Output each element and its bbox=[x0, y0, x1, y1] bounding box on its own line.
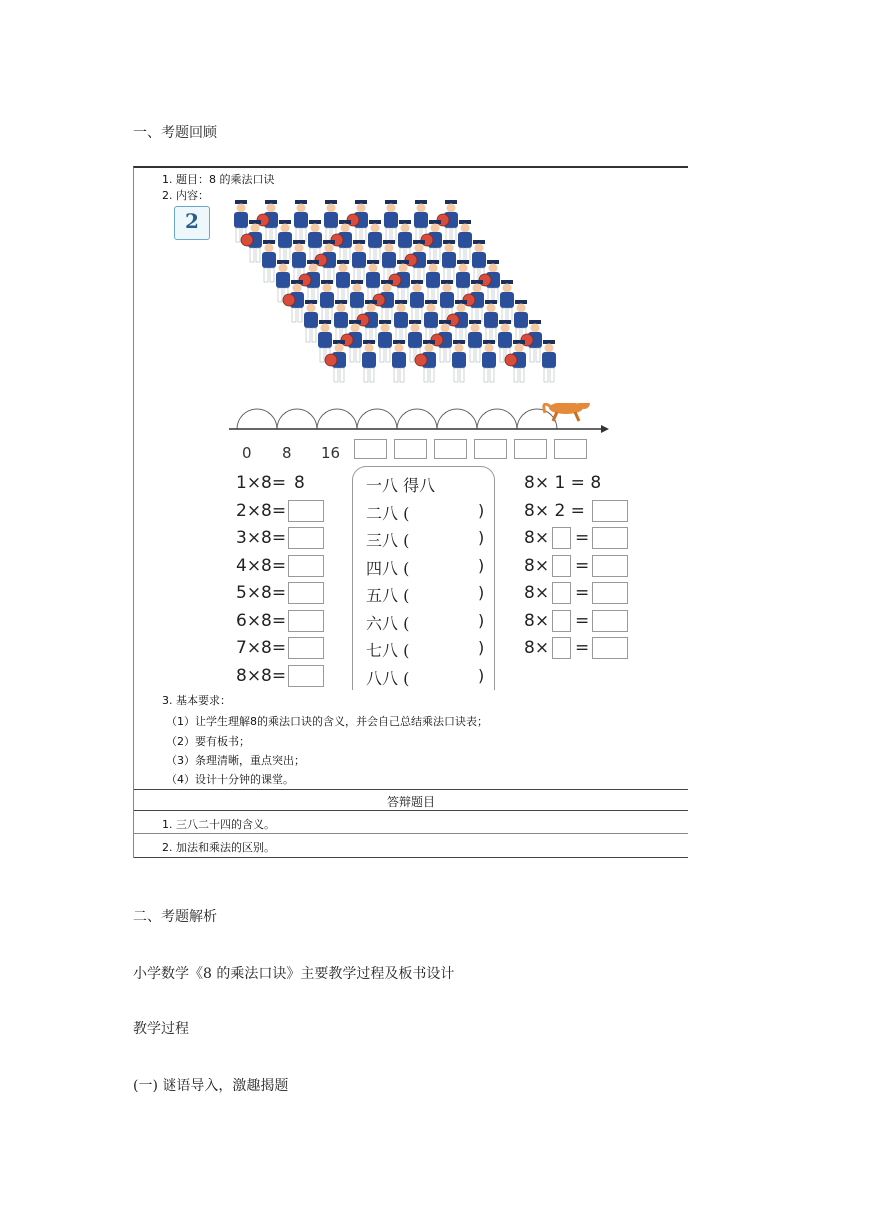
numberline-label-16: 16 bbox=[321, 444, 341, 462]
requirement-item: （4）设计十分钟的课堂。 bbox=[166, 773, 294, 786]
numberline-jump-arc bbox=[277, 409, 317, 429]
numberline-answer-box[interactable] bbox=[394, 439, 427, 459]
equals-sign: = bbox=[575, 556, 590, 576]
numberline-answer-box[interactable] bbox=[474, 439, 507, 459]
section-heading-review: 一、考题回顾 bbox=[133, 125, 217, 141]
band-member bbox=[392, 340, 406, 382]
equals-sign: = bbox=[575, 638, 590, 658]
numberline-jump-arc bbox=[357, 409, 397, 429]
left-equation: 1×8= bbox=[236, 473, 287, 493]
band-member bbox=[378, 320, 392, 362]
rhyme-close-paren: ) bbox=[478, 583, 485, 602]
left-equation: 6×8= bbox=[236, 611, 287, 631]
rhyme-line: 四八 ( bbox=[366, 559, 410, 578]
rhyme-close-paren: ) bbox=[478, 611, 485, 630]
numberline-jump-arc bbox=[317, 409, 357, 429]
right-equation: 8× 2 = bbox=[524, 501, 585, 521]
defense-item: 1. 三八二十四的含义。 bbox=[162, 818, 275, 831]
answer-box[interactable] bbox=[288, 582, 324, 604]
numberline-jump-arc bbox=[437, 409, 477, 429]
equals-sign: = bbox=[575, 583, 590, 603]
left-equation: 8×8= bbox=[236, 666, 287, 686]
band-member bbox=[542, 340, 556, 382]
lesson-number-badge bbox=[174, 206, 210, 240]
answer-box[interactable] bbox=[288, 555, 324, 577]
numberline-jump-arc bbox=[397, 409, 437, 429]
band-member bbox=[458, 220, 472, 262]
requirement-item: （3）条理清晰，重点突出； bbox=[166, 754, 305, 767]
numberline-answer-box[interactable] bbox=[434, 439, 467, 459]
exam-question-image bbox=[133, 166, 688, 858]
rhyme-line: 七八 ( bbox=[366, 641, 410, 660]
answer-box[interactable] bbox=[288, 610, 324, 632]
right-equation: 8× bbox=[524, 528, 550, 548]
answer-box[interactable] bbox=[592, 637, 628, 659]
answer-box[interactable] bbox=[288, 500, 324, 522]
band-member bbox=[262, 240, 276, 282]
rhyme-line: 二八 ( bbox=[366, 504, 410, 523]
rhyme-line: 八八 ( bbox=[366, 669, 410, 688]
answer-box[interactable] bbox=[592, 555, 628, 577]
requirement-item: （1）让学生理解8的乘法口诀的含义，并会自己总结乘法口诀表； bbox=[166, 715, 488, 728]
answer-box[interactable] bbox=[592, 527, 628, 549]
band-member bbox=[278, 220, 292, 262]
equals-sign: = bbox=[575, 528, 590, 548]
rhyme-line: 三八 ( bbox=[366, 531, 410, 550]
right-equation: 8× bbox=[524, 556, 550, 576]
factor-box[interactable] bbox=[552, 527, 571, 549]
numberline-label-0: 0 bbox=[242, 444, 252, 462]
factor-box[interactable] bbox=[552, 637, 571, 659]
answer-box[interactable] bbox=[592, 610, 628, 632]
numberline-jump-arc bbox=[517, 409, 557, 429]
defense-header: 答辩题目 bbox=[386, 795, 435, 809]
answer-box[interactable] bbox=[288, 665, 324, 687]
rhyme-line: 五八 ( bbox=[366, 586, 410, 605]
right-equation: 8× bbox=[524, 611, 550, 631]
rhyme-close-paren: ) bbox=[478, 528, 485, 547]
band-member bbox=[394, 300, 408, 342]
rhyme-line: 六八 ( bbox=[366, 614, 410, 633]
factor-box[interactable] bbox=[552, 582, 571, 604]
band-member bbox=[294, 200, 308, 242]
left-equation: 3×8= bbox=[236, 528, 287, 548]
requirements-title: 3. 基本要求： bbox=[162, 694, 231, 707]
step-one-heading: (一) 谜语导入，激趣揭题 bbox=[133, 1078, 289, 1094]
answer-box[interactable] bbox=[592, 582, 628, 604]
answer-box[interactable] bbox=[288, 637, 324, 659]
marching-band-illustration bbox=[229, 198, 609, 403]
band-member bbox=[410, 280, 424, 322]
rhyme-close-paren: ) bbox=[478, 666, 485, 685]
band-member bbox=[336, 260, 350, 302]
rhyme-close-paren: ) bbox=[478, 556, 485, 575]
defense-item: 2. 加法和乘法的区别。 bbox=[162, 841, 275, 854]
left-equation: 5×8= bbox=[236, 583, 287, 603]
lesson-number: 2 bbox=[185, 209, 199, 233]
divider bbox=[134, 833, 688, 834]
right-equation: 8× bbox=[524, 638, 550, 658]
teaching-process-heading: 教学过程 bbox=[133, 1021, 189, 1037]
divider bbox=[134, 857, 688, 858]
left-equation: 2×8= bbox=[236, 501, 287, 521]
dog-icon bbox=[544, 403, 590, 421]
rhyme-line: 一八 得八 bbox=[366, 476, 436, 495]
band-member bbox=[352, 240, 366, 282]
band-member bbox=[304, 300, 318, 342]
requirement-item: （2）要有板书； bbox=[166, 735, 250, 748]
band-member bbox=[362, 340, 376, 382]
band-member bbox=[468, 320, 482, 362]
numberline-answer-box[interactable] bbox=[354, 439, 387, 459]
left-equation-answer: 8 bbox=[294, 473, 305, 493]
answer-box[interactable] bbox=[288, 527, 324, 549]
equals-sign: = bbox=[575, 611, 590, 631]
numberline-answer-box[interactable] bbox=[514, 439, 547, 459]
band-member bbox=[368, 220, 382, 262]
band-member bbox=[484, 300, 498, 342]
factor-box[interactable] bbox=[552, 610, 571, 632]
rhyme-close-paren: ) bbox=[478, 638, 485, 657]
section-heading-analysis: 二、考题解析 bbox=[133, 909, 217, 925]
numberline-jump-arc bbox=[477, 409, 517, 429]
factor-box[interactable] bbox=[552, 555, 571, 577]
divider bbox=[134, 789, 688, 790]
band-member bbox=[500, 280, 514, 322]
numberline-jump-arc bbox=[237, 409, 277, 429]
numberline-answer-box[interactable] bbox=[554, 439, 587, 459]
right-equation: 8× 1 = 8 bbox=[524, 473, 602, 493]
divider bbox=[134, 810, 688, 811]
rhyme-close-paren: ) bbox=[478, 501, 485, 520]
band-member bbox=[320, 280, 334, 322]
numberline-label-8: 8 bbox=[282, 444, 292, 462]
right-equation: 8× bbox=[524, 583, 550, 603]
left-equation: 4×8= bbox=[236, 556, 287, 576]
exam-content-label: 2. 内容： bbox=[162, 189, 209, 202]
band-member bbox=[384, 200, 398, 242]
band-member bbox=[442, 240, 456, 282]
band-member bbox=[482, 340, 496, 382]
left-equation: 7×8= bbox=[236, 638, 287, 658]
answer-box[interactable] bbox=[592, 500, 628, 522]
band-member bbox=[426, 260, 440, 302]
exam-title: 1. 题目：8 的乘法口诀 bbox=[162, 173, 275, 186]
analysis-title: 小学数学《8 的乘法口诀》主要教学过程及板书设计 bbox=[133, 966, 455, 982]
band-member bbox=[452, 340, 466, 382]
